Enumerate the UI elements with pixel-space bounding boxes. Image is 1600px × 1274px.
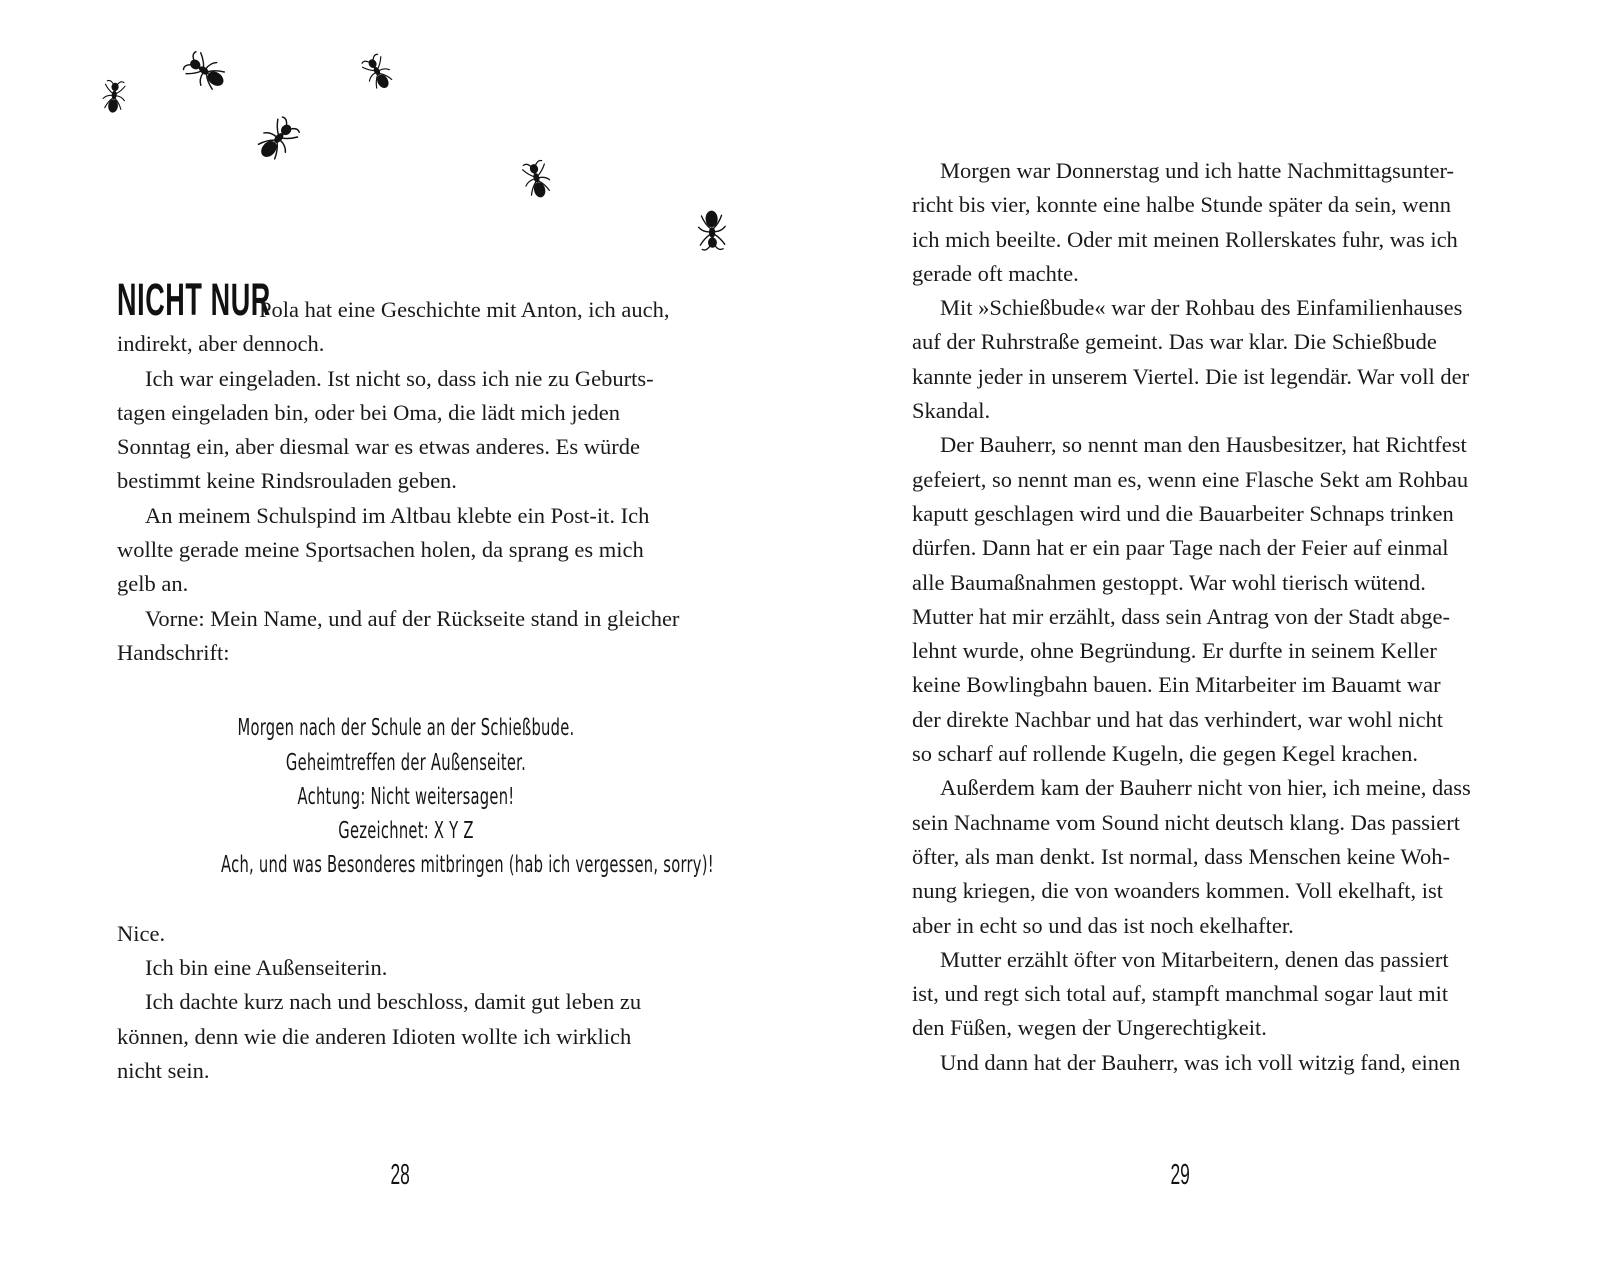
text-line: Morgen war Donnerstag und ich hatte Nachmittagsunter-: [940, 158, 1454, 183]
paragraph: [117, 917, 695, 951]
handwritten-line: Gezeichnet: X Y Z: [338, 818, 474, 845]
text-line: wollte gerade meine Sportsachen holen, da sprang es mich: [117, 537, 644, 563]
text-line: Sonntag ein, aber diesmal war es etwas anderes. Es würde: [117, 434, 640, 460]
text-line: gelb an.: [117, 571, 189, 597]
text-line: Und dann hat der Bauherr, was ich voll witzig fand, einen: [940, 1049, 1461, 1075]
text-line: Der Bauherr, so nennt man den Hausbesitzer, hat Richtfest: [940, 432, 1467, 458]
text-line: gerade oft machte.: [912, 260, 1079, 286]
text-line: dürfen. Dann hat er ein paar Tage nach der Feier auf einmal: [912, 535, 1449, 561]
text-line: können, denn wie die anderen Idioten wollte ich wirklich: [117, 1023, 632, 1049]
left-page-body-top: [117, 293, 695, 670]
text-line: kaputt geschlagen wird und die Bauarbeiter Schnaps trinken: [912, 500, 1454, 526]
text-line: tagen eingeladen bin, oder bei Oma, die lädt mich jeden: [117, 399, 620, 425]
text-line: Skandal.: [912, 398, 991, 424]
page-number-left-text: 28: [390, 1159, 410, 1191]
text-line: nicht sein.: [117, 1057, 210, 1083]
ant-icon: [101, 78, 128, 116]
paragraph: [912, 1046, 1490, 1080]
handwritten-line: Geheimtreffen der Außenseiter.: [285, 749, 527, 776]
text-line: nung kriegen, die von woanders kommen. Voll ekelhaft, ist: [912, 878, 1443, 904]
text-line: ich mich beeilte. Oder mit meinen Rollerskates fuhr, was ich: [912, 226, 1458, 252]
text-line: öfter, als man denkt. Ist normal, dass Menschen keine Woh-: [912, 843, 1450, 869]
page-number-right: [1140, 1161, 1220, 1190]
text-line: Ich war eingeladen. Ist nicht so, dass ich nie zu Geburts-: [145, 365, 654, 391]
text-line: Nice.: [117, 920, 166, 946]
page-number-right-text: 29: [1170, 1159, 1190, 1191]
text-line: Ich bin eine Außenseiterin.: [145, 955, 388, 981]
text-line: sein Nachname vom Sound nicht deutsch klang. Das passiert: [912, 809, 1461, 835]
text-line: Mutter erzählt öfter von Mitarbeitern, denen das passiert: [940, 946, 1449, 972]
ant-icon: [358, 50, 399, 96]
left-page-body-bottom: [117, 917, 695, 1088]
text-line: lehnt wurde, ohne Begründung. Er durfte in seinem Keller: [912, 638, 1437, 664]
text-line: alle Baumaßnahmen gestoppt. War wohl tierisch wütend.: [912, 569, 1426, 595]
handwritten-line: Ach, und was Besonderes mitbringen (hab ich vergessen, sorry)!: [221, 852, 714, 879]
paragraph: [912, 291, 1490, 428]
paragraph: [912, 154, 1490, 291]
text-line: so scharf auf rollende Kugeln, die gegen Kegel krachen.: [912, 741, 1419, 767]
text-line: An meinem Schulspind im Altbau klebte ein Post-it. Ich: [145, 502, 650, 528]
ant-icon: [519, 157, 555, 203]
page-number-left: [360, 1161, 440, 1190]
text-line: kannte jeder in unserem Viertel. Die ist legendär. War voll der: [912, 363, 1470, 389]
handwritten-line: Achtung: Nicht weitersagen!: [297, 783, 515, 810]
text-line: Handschrift:: [117, 639, 230, 665]
text-line: gefeiert, so nennt man es, wenn eine Flasche Sekt am Rohbau: [912, 466, 1469, 492]
text-line: Pola hat eine Geschichte mit Anton, ich auch,: [259, 297, 670, 322]
text-line: der direkte Nachbar und hat das verhindert, war wohl nicht: [912, 706, 1444, 732]
text-line: bestimmt keine Rindsrouladen geben.: [117, 468, 457, 494]
right-page: [912, 154, 1490, 1080]
text-line: ist, und regt sich total auf, stampft manchmal sogar laut mit: [912, 981, 1449, 1007]
handwritten-line: Morgen nach der Schule an der Schießbude.: [237, 715, 575, 742]
text-line: den Füßen, wegen der Ungerechtigkeit.: [912, 1015, 1267, 1041]
paragraph: [117, 293, 695, 362]
text-line: Mit »Schießbude« war der Rohbau des Einfamilienhauses: [940, 295, 1463, 321]
paragraph: [912, 428, 1490, 771]
chapter-heading-text: NICHT NUR: [117, 274, 271, 325]
ant-icon: [697, 207, 727, 253]
paragraph: [117, 362, 695, 499]
text-line: Ich dachte kurz nach und beschloss, damit gut leben zu: [145, 989, 642, 1015]
text-line: auf der Ruhrstraße gemeint. Das war klar. Die Schießbude: [912, 329, 1437, 355]
right-page-body: [912, 154, 1490, 1080]
handwritten-note: [117, 711, 714, 882]
left-page: [117, 293, 714, 1088]
paragraph: [117, 499, 695, 602]
text-line: richt bis vier, konnte eine halbe Stunde später da sein, wenn: [912, 192, 1451, 218]
text-line: Außerdem kam der Bauherr nicht von hier, ich meine, dass: [940, 775, 1471, 801]
ant-icon: [178, 46, 233, 97]
text-line: aber in echt so und das ist noch ekelhafter.: [912, 912, 1294, 938]
paragraph: [912, 771, 1490, 942]
paragraph: [912, 943, 1490, 1046]
paragraph: [117, 985, 695, 1088]
text-line: indirekt, aber dennoch.: [117, 331, 325, 357]
ant-icon: [249, 112, 305, 169]
text-line: keine Bowlingbahn bauen. Ein Mitarbeiter im Bauamt war: [912, 672, 1441, 698]
text-line: Vorne: Mein Name, und auf der Rückseite stand in gleicher: [145, 605, 680, 631]
paragraph: [117, 602, 695, 671]
text-line: Mutter hat mir erzählt, dass sein Antrag von der Stadt abge-: [912, 603, 1450, 629]
paragraph: [117, 951, 695, 985]
